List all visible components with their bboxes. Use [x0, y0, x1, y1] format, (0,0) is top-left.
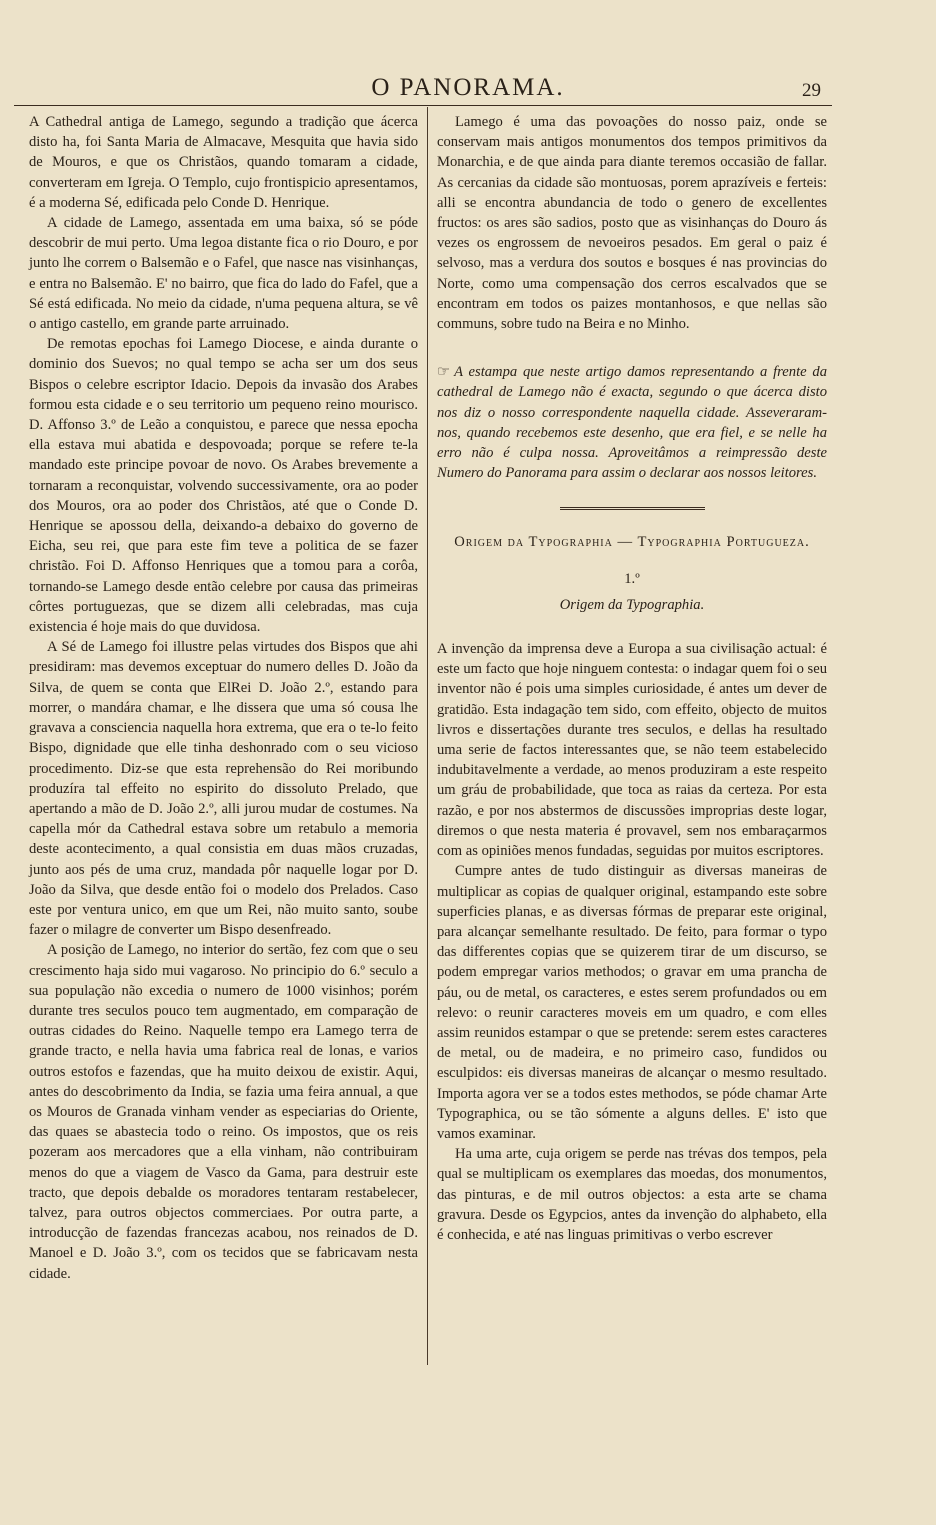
editorial-notice: [437, 362, 827, 483]
article-paragraph: A Cathedral antiga de Lamego, segundo a tradição que ácerca disto ha, foi Santa Maria de Almacave, Mesquita que havia sido de Mouros, e que os Christãos, quando tomaram a cidade, converteram em Igreja. O Templo, cujo frontispicio apresentamos, é a moderna Sé, edificada pelo Conde D. Henrique.: [29, 114, 418, 211]
section-title: Origem da Typographia — Typographia Portugueza.: [454, 534, 810, 551]
article-paragraph: De remotas epochas foi Lamego Diocese, e ainda durante o dominio dos Suevos; no qual tempo se acha ser um dos seus Bispos o celebre escriptor Idacio. Depois da invasão dos Arabes formou esta cidade e o seu territorio um pequeno reino mourisco. D. Affonso 3.º de Leão a conquistou, e parece que nessa epocha ella estava mui abatida e despovoada; porque se refere te-la mandado este principe povoar de novo. Os Arabes brevemente a tornaram a reconquistar, volvendo successivamente, ora ao poder dos Mouros, ora ao poder dos Christãos, até que o Conde D. Henrique se apossou della, deixando-a debaixo do governo de Eicha, seu rei, que para este fim teve a politica de se fazer christão. Foi D. Affonso Henriques que a tomou para a corôa, tornando-se Lamego desde então celebre por causa das primeiras côrtes portuguezas, que se dizem alli celebradas, mas cuja existencia é hoje mais do que duvidosa.: [29, 336, 418, 636]
section-divider: [560, 507, 705, 510]
article-paragraph: A Sé de Lamego foi illustre pelas virtudes dos Bispos que ahi presidiram: mas devemos exceptuar do numero delles D. João da Silva, de quem se conta que ElRei D. João 2.º, estando para morrer, o mandára chamar, e lhe dissera que uma só cousa lhe gravava a consciencia naquella hora extrema, que era o te-lo feito Bispo, dignidade que elle tinha deshonrado com o seu vicioso procedimento. Diz-se que esta reprehensão do Rei moribundo produzíra tal effeito no espirito do dissoluto Prelado, que apertando a mão de D. João 2.º, alli jurou mudar de costumes. Na capella mór da Cathedral estava sobre um retabulo a memoria deste acontecimento, a qual consistia em duas mãos cruzadas, junto aos pés de uma cruz, mandada pôr naquelle logar por D. João da Silva, que desde então foi o modelo dos Prelados. Caso este por ventura unico, em que um Rei, não muito santo, soube fazer o milagre de converter um Bispo desenfreado.: [29, 639, 418, 939]
article-paragraph: Ha uma arte, cuja origem se perde nas trévas dos tempos, pela qual se multiplicam os exemplares das moedas, dos monumentos, das pinturas, e de mil outros objectos: a esta arte se chama gravura. Desde os Egypcios, antes da invenção do alphabeto, ella é conhecida, e até nas linguas primitivas o verbo escrever: [437, 1146, 827, 1243]
article-paragraph: Cumpre antes de tudo distinguir as diversas maneiras de multiplicar as copias de qualquer original, estampando este sobre superficies planas, e as diversas fórmas de preparar este original, para alcançar semelhante resultado. De feito, para formar o typo das differentes copias que se quizerem tirar de um discurso, se podem empregar varios methodos; o gravar em uma prancha de páu, ou de metal, os caracteres, e estes serem profundados ou em relevo: o reunir caracteres moveis em um quadro, e com elles assim reunidos estampar o que se pretende: serem estes caracteres de metal, ou de madeira, e no primeiro caso, fundidos ou esculpidos: eis diversas maneiras de alcançar o mesmo resultado. Importa agora ver se a todos estes methodos, se póde chamar Arte Typographica, ou se tão sómente a alguns delles. E' isto que vamos examinar.: [437, 863, 827, 1142]
article-paragraph: A invenção da imprensa deve a Europa a sua civilisação actual: é este um facto que hoje ninguem contesta: o indagar quem foi o seu inventor não é pois uma simples curiosidade, é antes um dever de gratidão. Esta indagação tem sido, com effeito, objecto de muitos livros e dissertações durante tres seculos, e dellas ha resultado uma serie de factos interessantes que, se não teem estabelecido indubitavelmente a verdade, ao menos produziram a este respeito um gráu de probabilidade, que toca as raias da certeza. Por esta razão, e por nos abstermos de discussões improprias deste logar, diremos o que nesta materia é provavel, sem nos embaraçarmos com as opiniões menos fundadas, seguidas por muitos escriptores.: [437, 641, 827, 860]
page-header: [0, 74, 936, 106]
section-subtitle: Origem da Typographia.: [559, 596, 705, 613]
pointing-hand-icon: ☞: [437, 364, 451, 381]
right-column: [437, 112, 827, 1245]
notice-text: A estampa que neste artigo damos representando a frente da cathedral de Lamego não é exacta, segundo o que ácerca disto nos diz o nosso correspondente naquella cidade. Asseveraram-nos, quando recebemos este desenho, que era fiel, e se nelle ha erro não é culpa nossa. Aproveitâmos a reimpressão deste Numero do Panorama para assim o declarar aos nossos leitores.: [437, 364, 827, 482]
article-paragraph: Lamego é uma das povoações do nosso paiz, onde se conservam mais antigos monumentos dos tempos primitivos da Monarchia, e de que ainda para diante teremos occasião de fallar. As cercanias da cidade são montuosas, porem aprazíveis e ferteis: alli se encontra abundancia de todo o genero de excellentes fructos: os ares são sadios, posto que as visinhanças do Douro ás vezes os engrossem de nevoeiros pesados. Em geral o paiz é selvoso, mas a verdura dos soutos e bosques é nas provincias do Norte, como uma compensação dos cerros escalvados que se encontram em todos os paizes montanhosos, e que nellas são communs, sobre tudo na Beira e no Minho.: [437, 114, 827, 333]
page-number: 29: [802, 80, 821, 101]
article-paragraph: A posição de Lamego, no interior do sertão, fez com que o seu crescimento haja sido mui vagaroso. No principio do 6.º seculo a sua população não excedia o numero de 1000 visinhos; porém durante tres seculos pouco tem augmentado, em comparação de outras cidades do Reino. Naquelle tempo era Lamego terra de grande tracto, e nella havia uma fabrica real de lonas, e varios outros estofos e fazendas, que ha muito deixou de existir. Aqui, antes do descobrimento da India, se fazia uma feira annual, a que os Mouros de Granada vinham vender as especiarias do Oriente, das quaes se abastecia todo o reino. Os impostos, que os reis pozeram aos mercadores que a ella vinham, não contribuiram menos do que a viagem de Vasco da Gama, para destruir este tracto, que depois debalde os moradores tentaram restabelecer, talvez, para outros objectos commerciaes. Por outra parte, a introducção de fazendas francezas acabou, nos reinados de D. Manoel e D. João 3.º, com os tecidos que se fabricavam nesta cidade.: [29, 942, 418, 1282]
section-number: 1.º: [624, 570, 640, 587]
column-divider: [427, 107, 428, 1365]
left-column: [29, 112, 418, 1284]
article-paragraph: A cidade de Lamego, assentada em uma baixa, só se póde descobrir de mui perto. Uma legoa distante fica o rio Douro, e por junto lhe correm o Balsemão e o Fafel, que nasce nas visinhanças, e entra no Balsemão. E' no bairro, que fica do lado do Fafel, que a Sé está edificada. No meio da cidade, n'uma pequena altura, se vê o antigo castello, em grande parte arruinado.: [29, 215, 418, 333]
masthead-title: O PANORAMA.: [371, 74, 565, 101]
header-rule: [14, 105, 832, 106]
